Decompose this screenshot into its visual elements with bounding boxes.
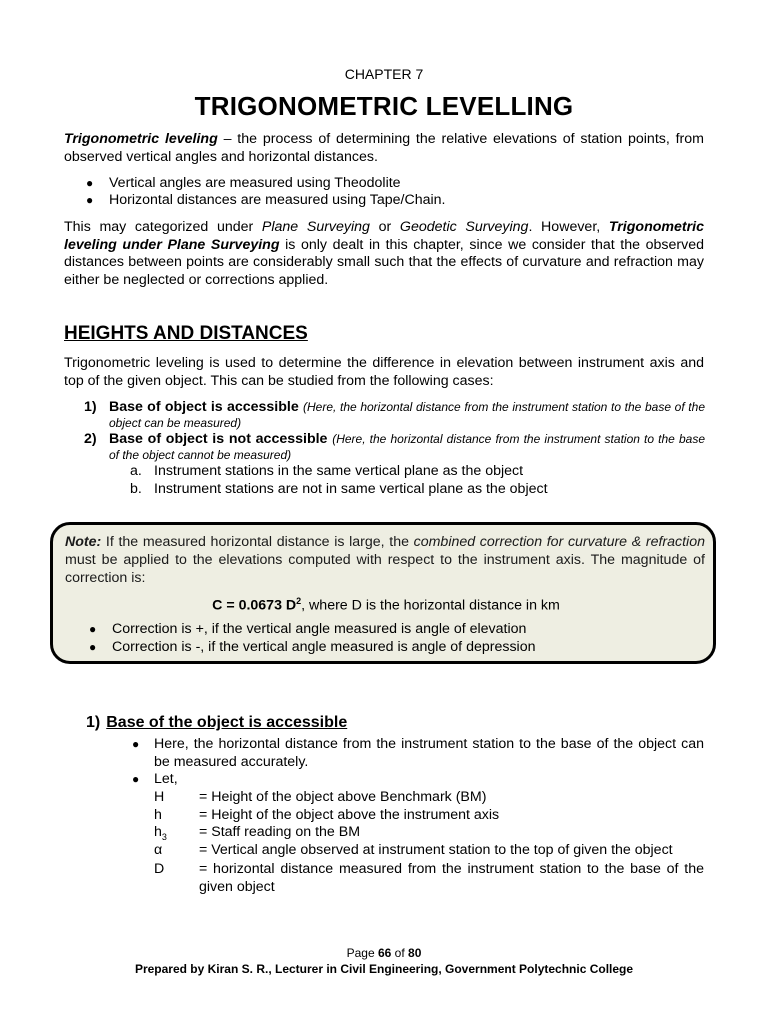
bullet-text: Here, the horizontal distance from the instrument station to the base of the object can be measured accurately. [154,736,704,770]
text-span: Plane Surveying [261,219,370,235]
current-page: 66 [377,946,392,960]
formula-desc: , where D is the horizontal distance in km [301,597,560,614]
variable-symbol: α [154,842,163,858]
note-label: Note: [65,534,102,550]
categorize-paragraph [64,219,704,289]
chapter-label: CHAPTER 7 [344,66,424,82]
intro-paragraph [64,131,704,166]
bullet-icon: ● [89,640,97,654]
variable-symbol: D [154,861,165,877]
bullet-icon: ● [132,737,140,751]
case-text [109,399,705,431]
formula-exponent: 2 [296,596,302,606]
text-span: Trigonometric leveling under Plane Surveying [64,219,704,253]
text-span: Page [346,946,378,960]
footer-credit: Prepared by Kiran S. R., Lecturer in Civil Engineering, Government Polytechnic College [134,962,634,976]
variable-definition: = Height of the object above Benchmark (BM) [199,789,487,805]
subcase-letter: b. [130,481,142,497]
case-title: Base of object is accessible [109,399,299,415]
variable-symbol: H [154,789,165,805]
variable-symbol [154,824,167,842]
intro-term: Trigonometric leveling [64,131,218,147]
subsection-number: 1) [86,714,101,731]
correction-formula [53,596,719,614]
text-span: is only dealt in this chapter, since we consider that the observed distances between points are considerably small such that the effects of curvature and refraction may either be neglected or corrections applied. [64,236,704,288]
subcase-text: Instrument stations are not in same vertical plane as the object [154,481,548,497]
text-span: . However, [528,219,609,235]
variable-definition: = Staff reading on the BM [199,824,361,840]
case-note: (Here, the horizontal distance from the instrument station to the base of the object can be measured) [109,400,705,430]
bullet-text: Correction is -, if the vertical angle measured is angle of depression [112,639,536,655]
bullet-icon: ● [86,176,94,190]
bullet-text: Vertical angles are measured using Theodolite [109,175,401,191]
intro-definition: – the process of determining the relative elevations of station points, from observed vertical angles and horizontal distances. [64,131,704,165]
bullet-text: Correction is +, if the vertical angle measured is angle of elevation [112,621,527,637]
page-number [64,946,704,960]
subcase-text: Instrument stations in the same vertical plane as the object [154,463,524,479]
total-pages: 80 [408,946,422,960]
bullet-text: Let, [154,771,178,787]
text-span: This may categorized under [64,219,262,235]
variable-definition: = Vertical angle observed at instrument station to the top of given the object [199,842,673,858]
text-span: of [391,946,409,960]
section-heading: HEIGHTS AND DISTANCES [64,323,308,344]
case-text [109,431,705,463]
case-number: 2) [84,431,97,447]
page-title: TRIGONOMETRIC LEVELLING [194,91,574,121]
case-note: (Here, the horizontal distance from the instrument station to the base of the object cannot be measured) [109,432,706,462]
note-box [50,522,716,664]
note-text [65,533,705,587]
variable-symbol: h [154,807,162,823]
subcase-letter: a. [130,463,142,479]
text-span: Geodetic Surveying [399,219,529,235]
text-span: or [369,219,400,235]
text-span: If the measured horizontal distance is large, the [101,534,414,550]
case-number: 1) [84,399,97,415]
heights-intro: Trigonometric leveling is used to determine the difference in elevation between instrument axis and top of the given object. This can be studied from the following cases: [64,355,704,389]
text-span: combined correction for curvature & refraction [413,534,705,550]
case-title: Base of object is not accessible [109,431,328,447]
bullet-icon: ● [86,193,94,207]
subsection-heading [86,714,347,732]
text-span: must be applied to the elevations computed with respect to the instrument axis. The magnitude of correction is: [65,552,705,586]
bullet-text: Horizontal distances are measured using Tape/Chain. [109,192,446,208]
subsection-title: Base of the object is accessible [106,714,348,731]
variable-definition: = horizontal distance measured from the instrument station to the base of the given object [199,861,704,895]
bullet-icon: ● [89,622,97,636]
formula-main: C = 0.0673 D [212,597,297,614]
variable-definition: = Height of the object above the instrument axis [199,807,500,823]
bullet-icon: ● [132,772,140,786]
symbol-subscript: 3 [161,831,167,842]
symbol-base: h [154,824,162,840]
